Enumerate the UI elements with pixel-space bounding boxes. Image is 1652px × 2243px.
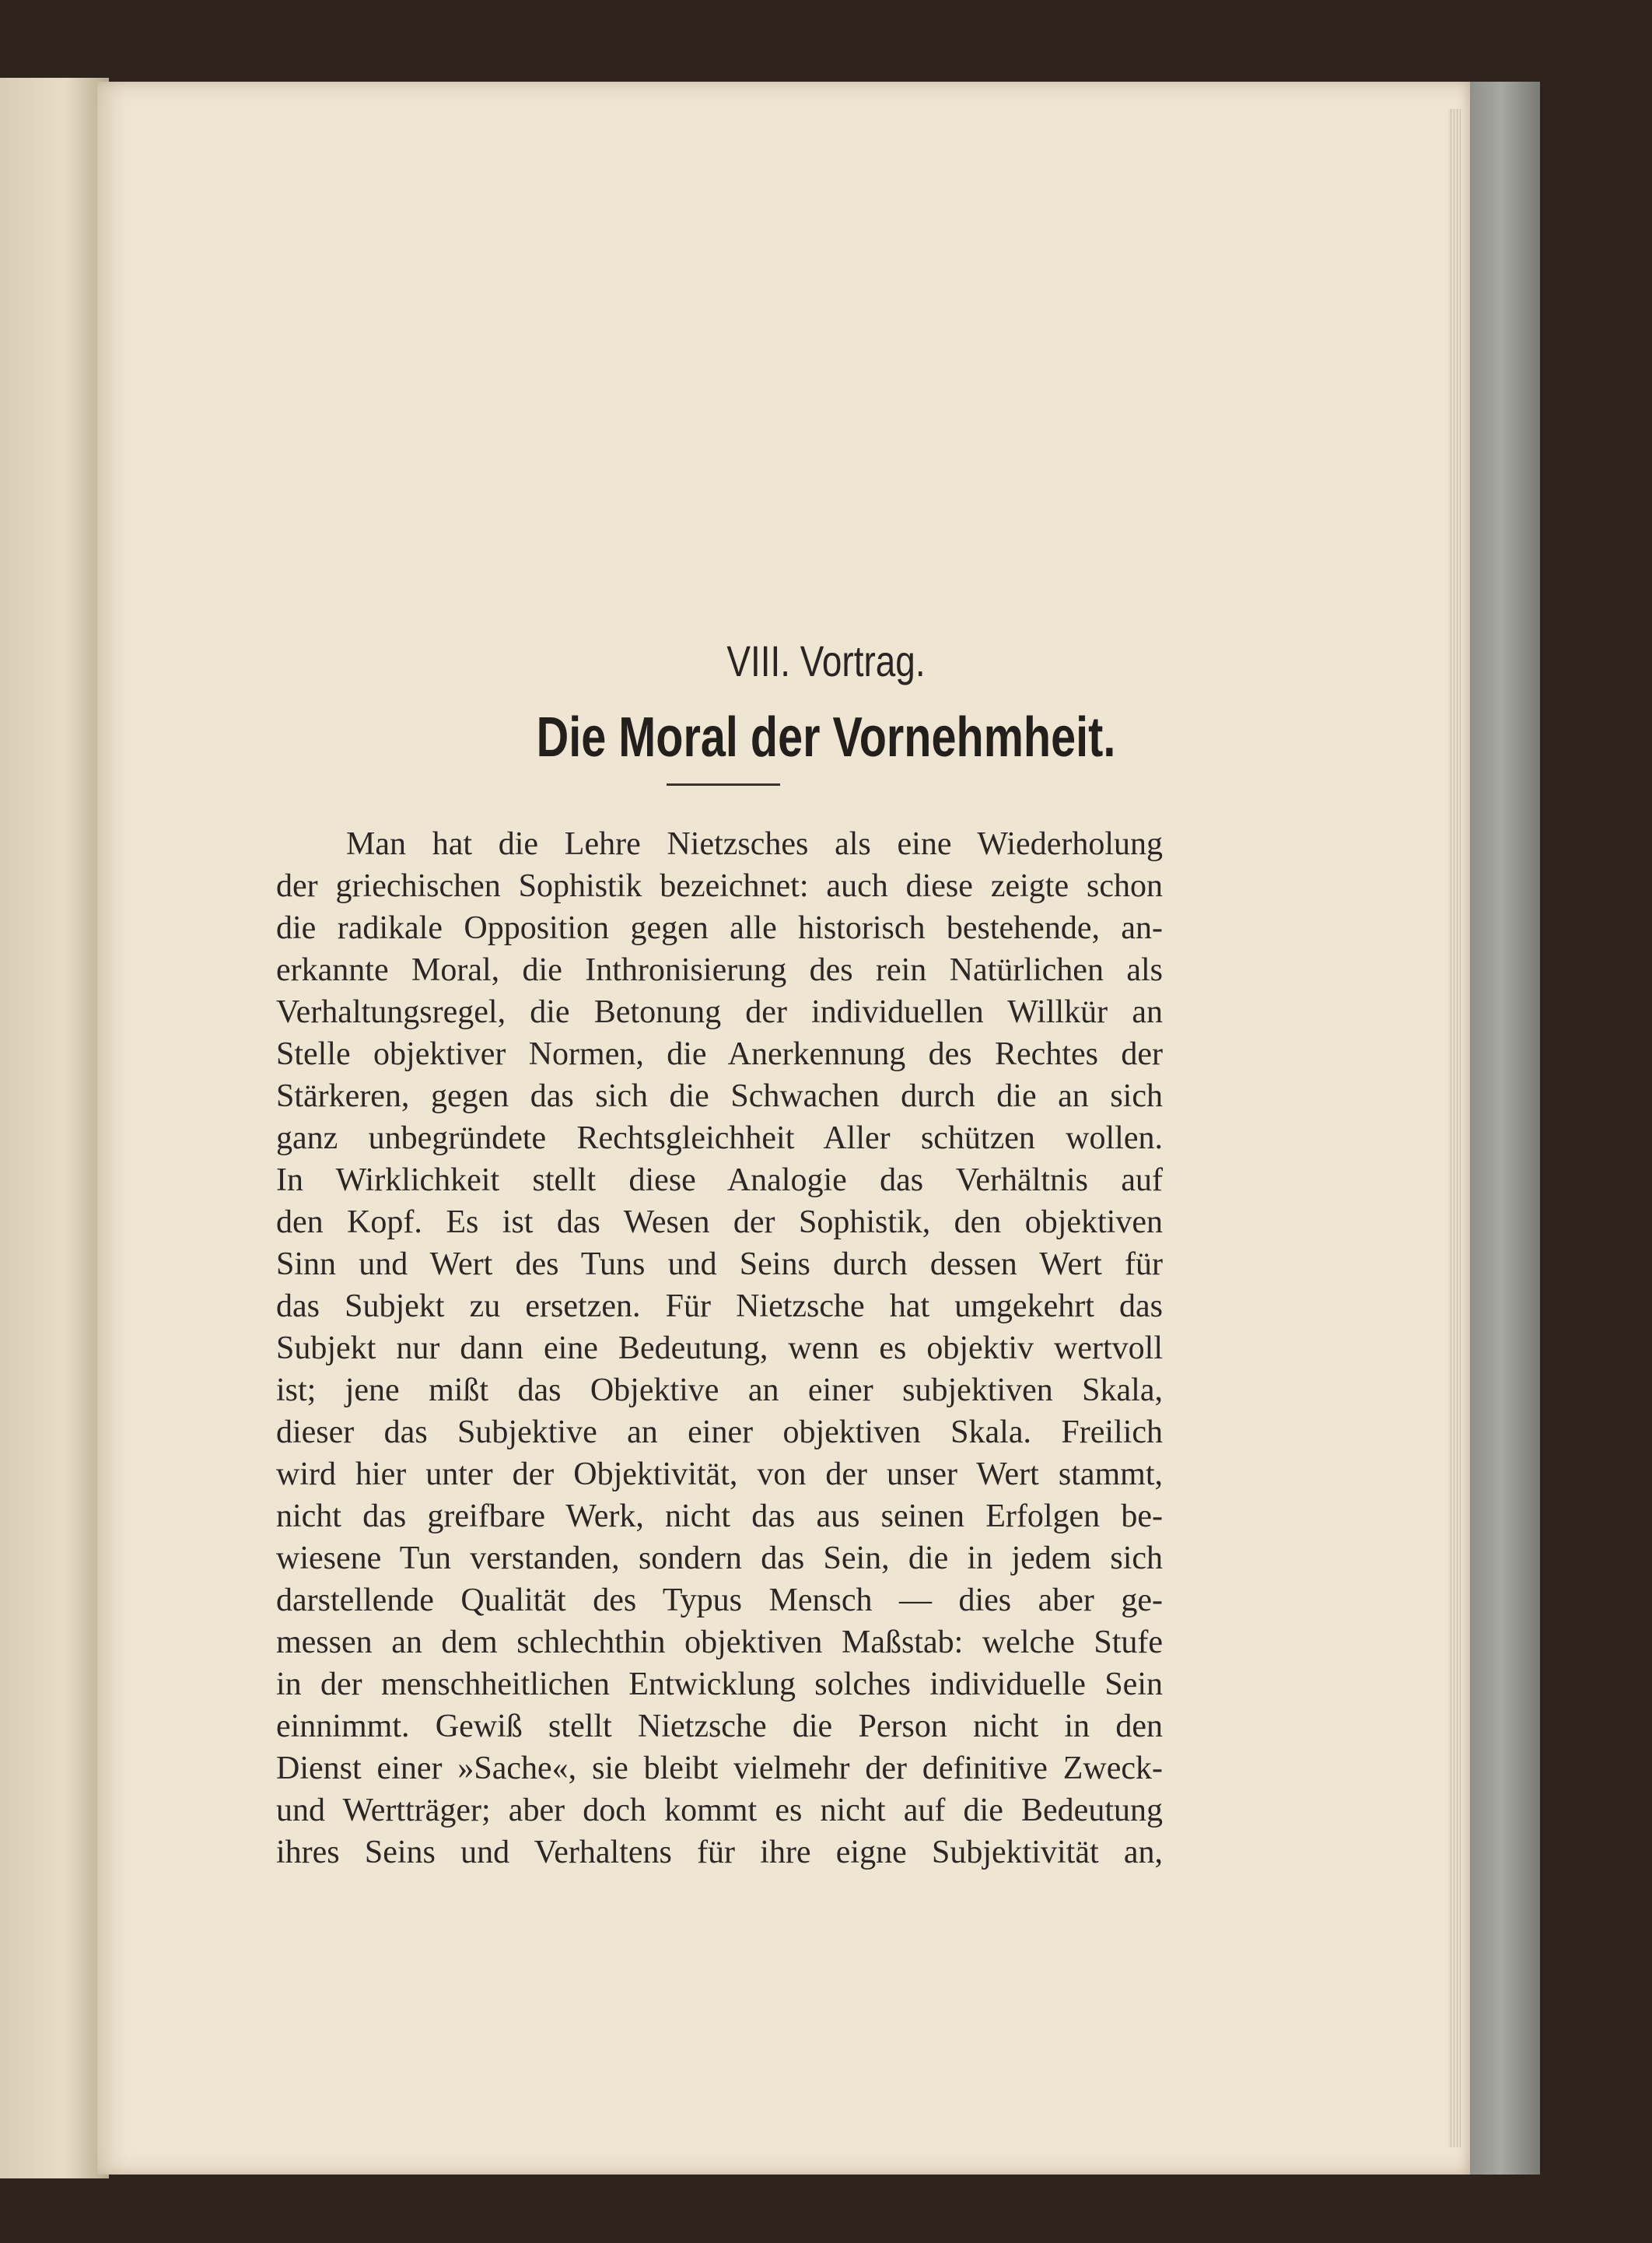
text-line-content: dieser das Subjektive an einer objektiven Skala. Freilich: [276, 1414, 1163, 1450]
text-line-content: In Wirklichkeit stellt diese Analogie das Verhältnis auf: [276, 1162, 1163, 1198]
text-line-content: Sinn und Wert des Tuns und Seins durch dessen Wert für: [276, 1246, 1163, 1282]
text-line-content: die radikale Opposition gegen alle historisch bestehende, an-: [276, 910, 1163, 946]
text-line-content: der griechischen Sophistik bezeichnet: auch diese zeigte schon: [276, 868, 1163, 904]
text-line-content: Verhaltungsregel, die Betonung der individuellen Willkür an: [276, 994, 1163, 1030]
text-line: [276, 1747, 1163, 1789]
text-line: [276, 1075, 1163, 1117]
text-line: [276, 1369, 1163, 1411]
text-line: [276, 1621, 1163, 1663]
text-line-content: messen an dem schlechthin objektiven Maßstab: welche Stufe: [276, 1624, 1163, 1660]
text-line: [276, 1453, 1163, 1495]
text-line: [276, 823, 1163, 865]
text-line-content: den Kopf. Es ist das Wesen der Sophistik, den objektiven: [276, 1204, 1163, 1240]
text-line-content: Subjekt nur dann eine Bedeutung, wenn es objektiv wertvoll: [276, 1330, 1163, 1366]
text-line: [276, 1789, 1163, 1831]
body-text: [276, 823, 1163, 1873]
text-line: [276, 1285, 1163, 1327]
text-line-content: erkannte Moral, die Inthronisierung des rein Natürlichen als: [276, 952, 1163, 988]
text-line-content: in der menschheitlichen Entwicklung solches individuelle Sein: [276, 1666, 1163, 1702]
text-line-content: ist; jene mißt das Objektive an einer subjektiven Skala,: [276, 1372, 1163, 1408]
text-line-content: nicht das greifbare Werk, nicht das aus seinen Erfolgen be-: [276, 1498, 1163, 1534]
text-line: [276, 991, 1163, 1033]
text-line-content: wiesene Tun verstanden, sondern das Sein, die in jedem sich: [276, 1540, 1163, 1576]
text-line: [276, 1243, 1163, 1285]
text-line-content: und Wertträger; aber doch kommt es nicht auf die Bedeutung: [276, 1793, 1163, 1828]
text-line: [276, 1663, 1163, 1705]
title-divider: [667, 783, 780, 786]
text-line: [276, 1117, 1163, 1159]
text-line: [276, 1579, 1163, 1621]
text-line-content: wird hier unter der Objektivität, von der unser Wert stammt,: [276, 1456, 1163, 1492]
text-line: [276, 1495, 1163, 1537]
book-cover: [1462, 82, 1540, 2175]
text-line: [276, 1159, 1163, 1201]
left-page-edge: [0, 78, 109, 2178]
text-line: [276, 1201, 1163, 1243]
chapter-title: Die Moral der Vornehmheit.: [536, 706, 1116, 769]
page-stack-edge: [1448, 109, 1461, 2147]
text-line-content: Man hat die Lehre Nietzsches als eine Wiederholung: [346, 826, 1163, 862]
text-line-content: einnimmt. Gewiß stellt Nietzsche die Person nicht in den: [276, 1709, 1163, 1744]
chapter-label: VIII. Vortrag.: [726, 636, 926, 685]
text-line-content: darstellende Qualität des Typus Mensch — dies aber ge-: [276, 1582, 1163, 1618]
text-line: [276, 1537, 1163, 1579]
text-line: [276, 1327, 1163, 1369]
text-line-content: ganz unbegründete Rechtsgleichheit Aller schützen wollen.: [276, 1120, 1163, 1156]
text-line: [276, 949, 1163, 991]
text-line-content: Dienst einer »Sache«, sie bleibt vielmehr der definitive Zweck-: [276, 1751, 1163, 1786]
text-line: [276, 1411, 1163, 1453]
text-line: [276, 1705, 1163, 1747]
text-line-content: ihres Seins und Verhaltens für ihre eigne Subjektivität an,: [276, 1835, 1163, 1870]
text-line: [276, 1033, 1163, 1075]
text-line: [276, 907, 1163, 949]
text-line-content: das Subjekt zu ersetzen. Für Nietzsche hat umgekehrt das: [276, 1288, 1163, 1324]
text-line: [276, 865, 1163, 907]
text-line-content: Stelle objektiver Normen, die Anerkennung des Rechtes der: [276, 1036, 1163, 1072]
text-line: [276, 1831, 1163, 1873]
text-line-content: Stärkeren, gegen das sich die Schwachen durch die an sich: [276, 1078, 1163, 1114]
